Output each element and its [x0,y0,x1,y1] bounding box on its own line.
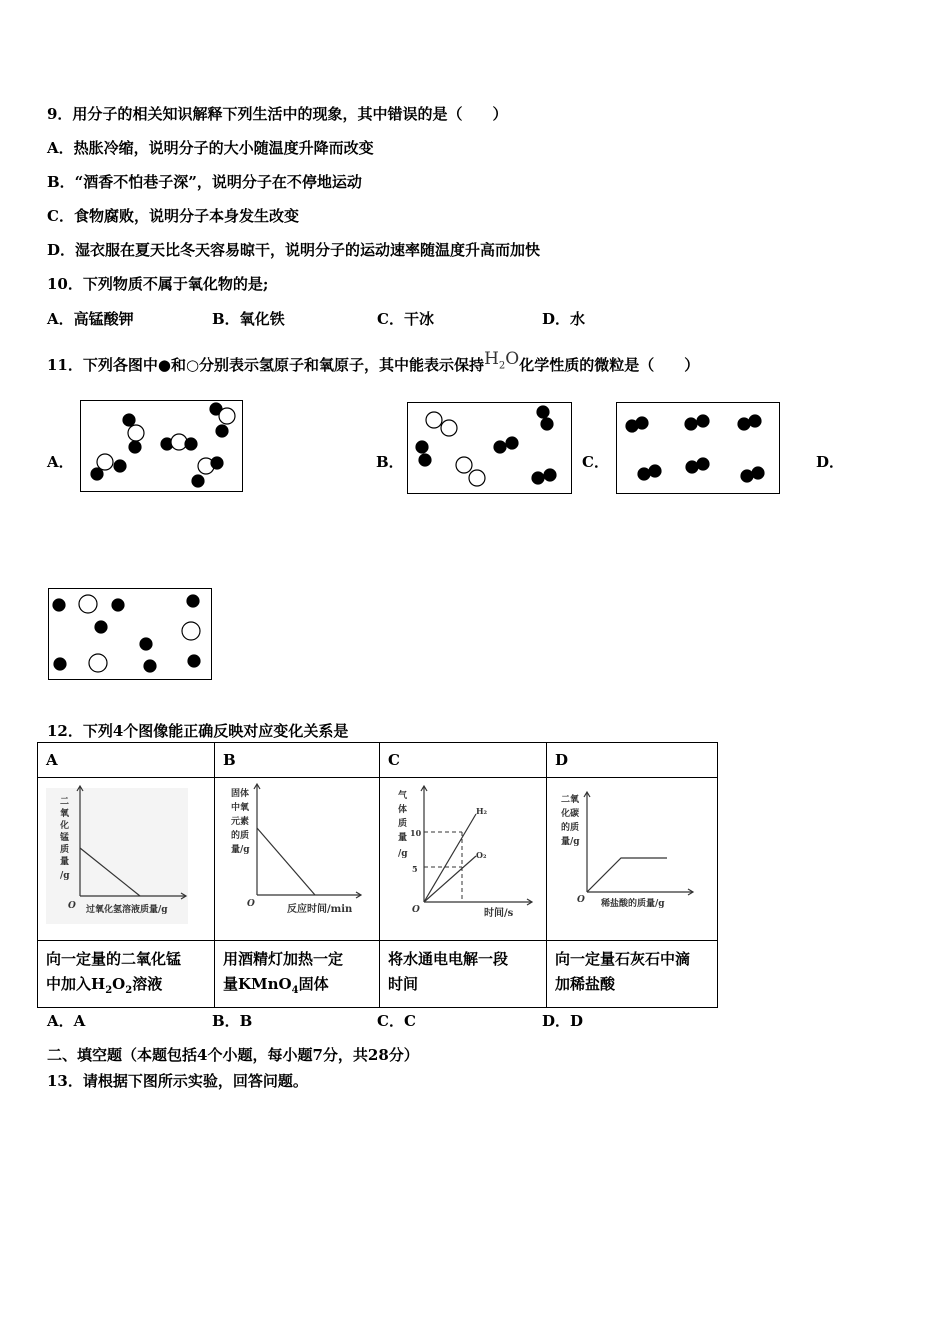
svg-text:质: 质 [60,845,70,855]
q12-option-d: D．D [542,1012,584,1030]
q10-option-a: A．高锰酸钾 [47,310,134,328]
q12-header-d: D [547,743,718,778]
svg-text:二: 二 [60,797,70,807]
q11-figure-c [616,402,780,494]
svg-text:O: O [577,895,585,905]
q9-option-a: A．热胀冷缩，说明分子的大小随温度升降而改变 [47,139,374,157]
q12-graph-b-cell [215,778,380,941]
q12-graph-b [215,778,379,940]
q12-header-a: A [38,743,215,778]
q10-stem: 10．下列物质不属于氧化物的是; [47,275,269,293]
q11-figure-d [48,588,212,680]
svg-text:量/g: 量/g [561,837,580,847]
svg-text:过氧化氢溶液质量/g: 过氧化氢溶液质量/g [86,905,168,915]
svg-text:二氧: 二氧 [561,795,580,805]
molecule-diagram-d [49,589,211,679]
svg-text:10: 10 [410,828,422,838]
q11-figure-b [407,402,572,494]
svg-text:化: 化 [60,821,70,831]
q11-option-d-label: D． [816,453,845,471]
q12-caption-a: 向一定量的二氧化锰 中加入$H_2O_2$溶液 [38,941,215,1008]
svg-text:的质: 的质 [231,831,250,841]
q11-stem-before: 11．下列各图中●和○分别表示氢原子和氧原子，其中能表示保持 [47,356,485,374]
molecule-diagram-c [617,403,779,493]
molecule-diagram-b [408,403,571,493]
q12-graph-d-cell [547,778,718,941]
svg-text:质: 质 [398,819,408,829]
svg-text:O: O [247,899,255,909]
svg-text:O: O [68,901,76,911]
q12-caption-c: 将水通电电解一段 时间 [380,941,547,1008]
q12-header-c: C [380,743,547,778]
svg-text:量/g: 量/g [231,845,250,855]
q12-stem: 12．下列4个图像能正确反映对应变化关系是 [47,722,349,740]
svg-text:O₂: O₂ [476,850,487,860]
q12-option-b: B．B [212,1012,253,1030]
q11-stem-after: 化学性质的微粒是（ ） [519,356,700,374]
section-2-heading: 二、填空题（本题包括4个小题，每小题7分，共28分） [47,1046,419,1064]
svg-text:O: O [412,905,420,915]
q12-caption-d: 向一定量石灰石中滴 加稀盐酸 [547,941,718,1008]
q10-option-b: B．氧化铁 [212,310,285,328]
q12-caption-b: 用酒精灯加热一定 量KMnO$_4$固体 [215,941,380,1008]
q12-table [37,742,718,1008]
svg-text:元素: 元素 [231,817,250,827]
q11-option-c-label: C． [582,453,609,471]
svg-text:H₂: H₂ [476,806,488,816]
svg-text:体: 体 [398,805,408,815]
svg-text:/g: /g [398,849,408,859]
svg-text:/g: /g [60,871,70,881]
q12-graph-c [380,778,546,940]
q9-option-d: D．湿衣服在夏天比冬天容易晾干，说明分子的运动速率随温度升高而加快 [47,241,541,259]
q10-option-d: D．水 [542,310,586,328]
q12-graph-d [547,778,717,940]
q9-option-b: B．“酒香不怕巷子深”，说明分子在不停地运动 [47,173,362,191]
svg-text:量: 量 [60,857,70,867]
q9-option-c: C．食物腐败，说明分子本身发生改变 [47,207,299,225]
svg-text:稀盐酸的质量/g: 稀盐酸的质量/g [601,899,665,909]
q11-stem [47,349,700,377]
q12-graph-c-cell [380,778,547,941]
q12-header-b: B [215,743,380,778]
q13-stem: 13．请根据下图所示实验，回答问题。 [47,1072,308,1090]
svg-text:氧: 氧 [60,809,70,819]
q10-option-c: C．干冰 [377,310,434,328]
svg-text:5: 5 [412,864,418,874]
svg-text:反应时间/min: 反应时间/min [287,904,353,915]
q11-option-b-label: B． [376,453,404,471]
q11-option-a-label: A． [47,453,74,471]
svg-text:气: 气 [398,791,408,801]
svg-text:锰: 锰 [60,833,70,843]
water-formula: $H_2O$ [484,349,520,372]
molecule-diagram-a [81,401,242,491]
svg-text:时间/s: 时间/s [484,908,514,919]
q11-figure-a [80,400,243,492]
q9-stem: 9．用分子的相关知识解释下列生活中的现象，其中错误的是（ ） [47,105,508,123]
q12-option-c: C．C [377,1012,416,1030]
svg-text:中氧: 中氧 [231,803,250,813]
svg-text:量: 量 [398,833,408,843]
q12-option-a: A．A [47,1012,86,1030]
svg-text:的质: 的质 [561,823,580,833]
q12-graph-a-cell [38,778,215,941]
q12-graph-a [38,778,214,940]
svg-text:化碳: 化碳 [561,809,580,819]
svg-text:固体: 固体 [231,789,250,799]
